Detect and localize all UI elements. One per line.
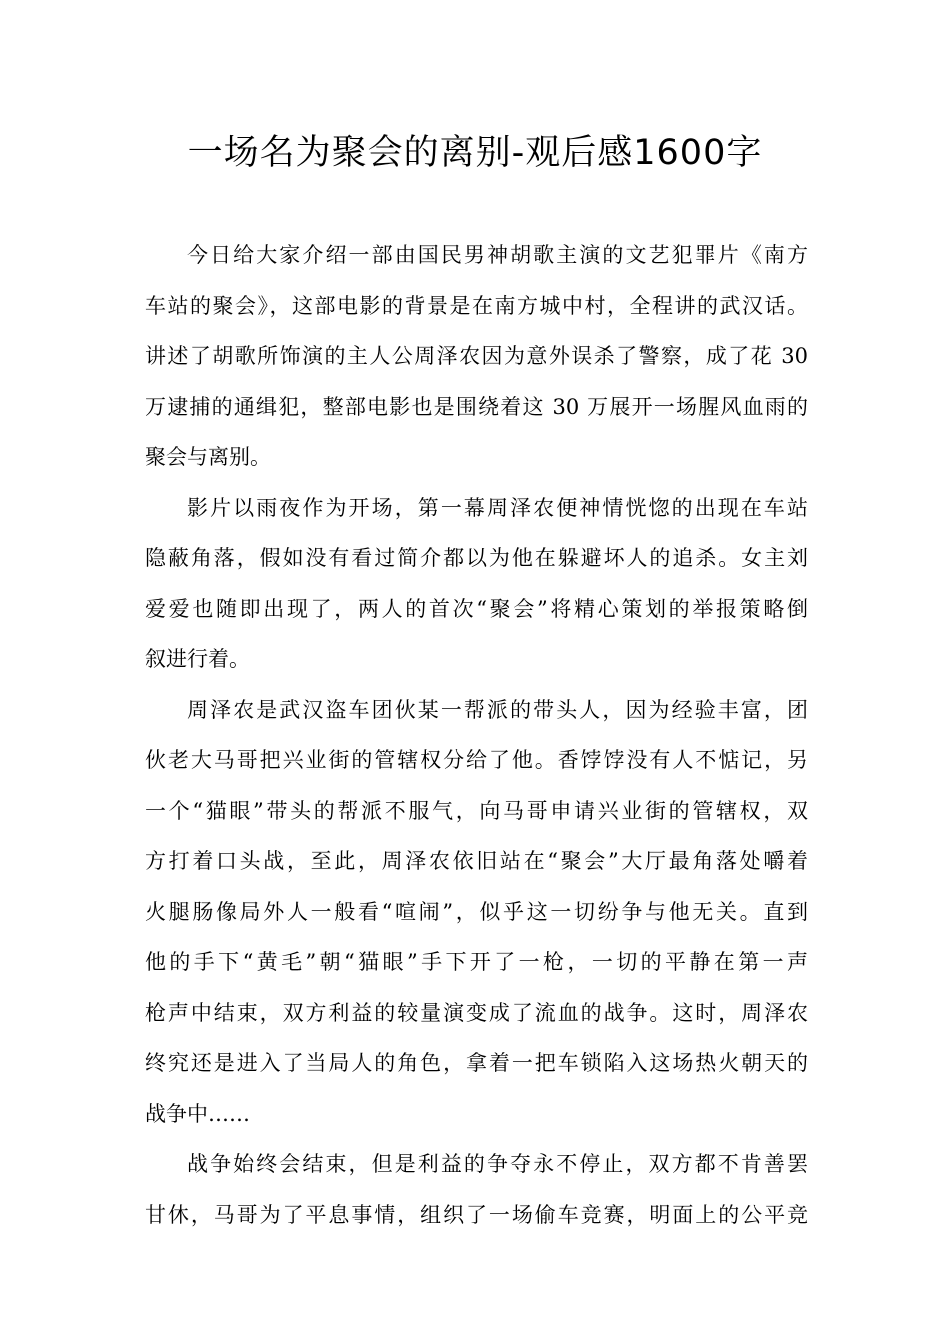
paragraph-3-line-5: 火腿肠像局外人一般看“喧闹”，似乎这一切纷争与他无关。直到 bbox=[145, 899, 808, 924]
paragraph-1-line-3: 讲述了胡歌所饰演的主人公周泽农因为意外误杀了警察，成了花 30 bbox=[145, 344, 808, 368]
paragraph-1-line-4: 万逮捕的通缉犯，整部电影也是围绕着这 30 万展开一场腥风血雨的 bbox=[145, 394, 808, 419]
document-title: 一场名为聚会的离别-观后感1600字 bbox=[187, 133, 763, 173]
paragraph-4-line-2: 甘休，马哥为了平息事情，组织了一场偷车竞赛，明面上的公平竞 bbox=[145, 1202, 808, 1227]
paragraph-1-line-1: 今日给大家介绍一部由国民男神胡歌主演的文艺犯罪片《南方 bbox=[187, 243, 808, 267]
paragraph-3-line-8: 终究还是进入了当局人的角色，拿着一把车锁陷入这场热火朝天的 bbox=[145, 1051, 808, 1075]
paragraph-2-line-3: 爱爱也随即出现了，两人的首次“聚会”将精心策划的举报策略倒 bbox=[145, 596, 808, 621]
paragraph-2-line-4: 叙进行着。 bbox=[145, 647, 250, 671]
paragraph-1-line-2: 车站的聚会》，这部电影的背景是在南方城中村，全程讲的武汉话。 bbox=[145, 293, 808, 318]
paragraph-1-line-5: 聚会与离别。 bbox=[145, 445, 271, 469]
paragraph-3-line-3: 一个“猫眼”带头的帮派不服气，向马哥申请兴业街的管辖权，双 bbox=[145, 798, 808, 823]
paragraph-3-line-6: 他的手下“黄毛”朝“猫眼”手下开了一枪，一切的平静在第一声 bbox=[145, 950, 808, 974]
document-body bbox=[145, 230, 808, 1240]
paragraph-2-line-1: 影片以雨夜作为开场，第一幕周泽农便神情恍惚的出现在车站 bbox=[187, 495, 808, 520]
paragraph-3-line-4: 方打着口头战，至此，周泽农依旧站在“聚会”大厅最角落处嚼着 bbox=[145, 849, 808, 873]
paragraph-3-line-1: 周泽农是武汉盗车团伙某一帮派的带头人，因为经验丰富，团 bbox=[187, 697, 808, 722]
paragraph-2-line-2: 隐蔽角落，假如没有看过简介都以为他在躲避坏人的追杀。女主刘 bbox=[145, 546, 808, 570]
paragraph-4-line-1: 战争始终会结束，但是利益的争夺永不停止，双方都不肯善罢 bbox=[187, 1152, 808, 1176]
paragraph-3-line-2: 伙老大马哥把兴业街的管辖权分给了他。香饽饽没有人不惦记，另 bbox=[145, 748, 808, 772]
paragraph-3-line-9: 战争中…… bbox=[145, 1101, 250, 1126]
paragraph-3-line-7: 枪声中结束，双方利益的较量演变成了流血的战争。这时，周泽农 bbox=[145, 1000, 808, 1025]
